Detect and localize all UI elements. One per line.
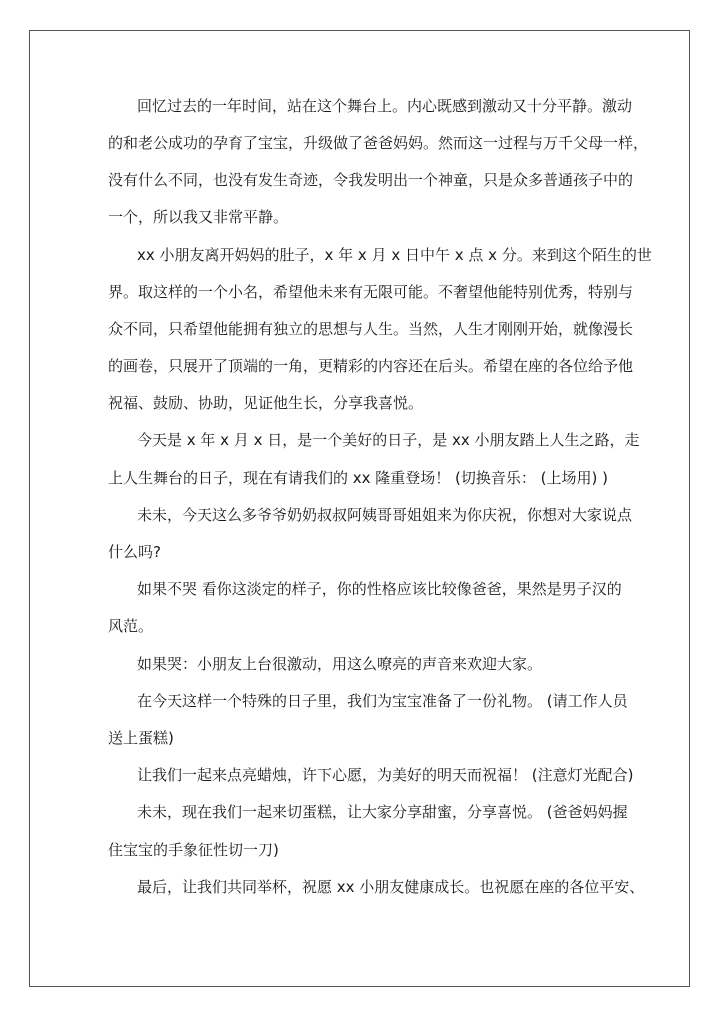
paragraph-line: 如果不哭 看你这淡定的样子，你的性格应该比较像爸爸，果然是男子汉的 [137,580,622,598]
paragraph-line: 今天是 x 年 x 月 x 日，是一个美好的日子，是 xx 小朋友踏上人生之路，走 [137,431,640,449]
paragraph-line: 未未，现在我们一起来切蛋糕，让大家分享甜蜜，分享喜悦。 (爸爸妈妈握 [137,803,628,821]
paragraph-line: 最后，让我们共同举杯，祝愿 xx 小朋友健康成长。也祝愿在座的各位平安、 [137,878,645,896]
paragraph-line: 回忆过去的一年时间，站在这个舞台上。内心既感到激动又十分平静。激动 [137,97,633,115]
paragraph-line: 众不同，只希望他能拥有独立的思想与人生。当然，人生才刚刚开始，就像漫长 [108,320,634,338]
paragraph-line: 什么吗? [108,543,161,561]
paragraph-line: 住宝宝的手象征性切一刀) [108,841,279,859]
paragraph-line: 送上蛋糕) [108,729,174,747]
paragraph-line: 如果哭：小朋友上台很激动，用这么嘹亮的声音来欢迎大家。 [137,655,543,673]
paragraph-line: 一个，所以我又非常平静。 [108,208,289,226]
paragraph-line: 祝福、鼓励、协助，见证他生长，分享我喜悦。 [108,394,424,412]
paragraph-line: 界。取这样的一个小名，希望他未来有无限可能。不奢望他能特别优秀，特别与 [108,283,634,301]
paragraph-line: 让我们一起来点亮蜡烛，许下心愿，为美好的明天而祝福！ (注意灯光配合) [137,766,634,784]
paragraph-line: xx 小朋友离开妈妈的肚子，x 年 x 月 x 日中午 x 点 x 分。来到这个陌生的世 [137,246,652,264]
paragraph-line: 风范。 [108,617,154,635]
paragraph-line: 的画卷，只展开了顶端的一角，更精彩的内容还在后头。希望在座的各位给予他 [108,357,634,375]
paragraph-line: 未未，今天这么多爷爷奶奶叔叔阿姨哥哥姐姐来为你庆祝，你想对大家说点 [137,506,633,524]
paragraph-line: 的和老公成功的孕育了宝宝，升级做了爸爸妈妈。然而这一过程与万千父母一样， [108,134,649,152]
paragraph-line: 上人生舞台的日子，现在有请我们的 xx 隆重登场！ (切换音乐： (上场用) ) [108,469,609,487]
paragraph-line: 没有什么不同，也没有发生奇迹，令我发明出一个神童，只是众多普通孩子中的 [108,171,634,189]
paragraph-line: 在今天这样一个特殊的日子里，我们为宝宝准备了一份礼物。 (请工作人员 [137,692,628,710]
